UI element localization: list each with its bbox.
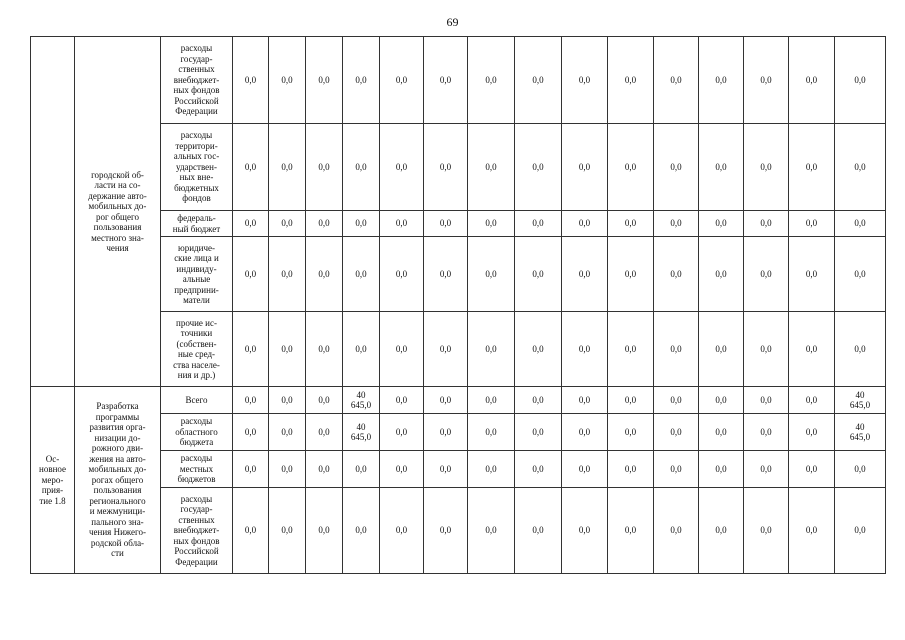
value-cell: 0,0 [835,37,886,124]
value-cell: 0,0 [744,312,789,387]
value-cell: 0,0 [789,387,835,414]
value-cell: 0,0 [608,387,654,414]
value-cell: 0,0 [269,488,306,574]
value-cell: 0,0 [343,312,380,387]
source-cell: расходы местных бюджетов [161,451,233,488]
value-cell: 0,0 [424,451,468,488]
value-cell: 0,0 [789,414,835,451]
value-cell: 0,0 [744,124,789,211]
value-cell: 0,0 [468,414,515,451]
value-cell: 0,0 [562,451,608,488]
value-cell: 0,0 [608,237,654,312]
table-row [31,387,886,414]
value-cell: 0,0 [699,312,744,387]
value-cell: 0,0 [424,237,468,312]
value-cell: 0,0 [789,211,835,237]
value-cell: 0,0 [654,124,699,211]
value-cell: 40 645,0 [835,414,886,451]
value-cell: 0,0 [562,414,608,451]
value-cell: 0,0 [468,237,515,312]
value-cell: 0,0 [699,124,744,211]
value-cell: 0,0 [306,237,343,312]
value-cell: 40 645,0 [343,414,380,451]
description-cell: Разработка программы развития орга- низации до- рожного дви- жения на авто- мобильных до- рогах общего пользования регионального и межмуници- пального зна- чения Нижего- родской обла- сти [75,387,161,574]
value-cell: 0,0 [424,124,468,211]
value-cell: 0,0 [835,124,886,211]
value-cell: 0,0 [608,414,654,451]
value-cell: 0,0 [789,37,835,124]
value-cell: 0,0 [269,451,306,488]
value-cell: 0,0 [306,312,343,387]
value-cell: 0,0 [744,387,789,414]
value-cell: 0,0 [515,488,562,574]
value-cell: 40 645,0 [343,387,380,414]
value-cell: 0,0 [269,37,306,124]
value-cell: 0,0 [233,488,269,574]
value-cell: 0,0 [608,124,654,211]
value-cell: 0,0 [835,488,886,574]
value-cell: 0,0 [233,237,269,312]
value-cell: 0,0 [744,37,789,124]
value-cell: 0,0 [233,387,269,414]
value-cell: 0,0 [835,211,886,237]
value-cell: 0,0 [380,37,424,124]
value-cell: 0,0 [699,488,744,574]
value-cell: 0,0 [789,312,835,387]
value-cell: 0,0 [424,312,468,387]
measure-cell: Ос- новное меро- прия- тие 1.8 [31,387,75,574]
value-cell: 0,0 [562,237,608,312]
value-cell: 0,0 [380,451,424,488]
value-cell: 0,0 [699,237,744,312]
value-cell: 0,0 [654,211,699,237]
value-cell: 0,0 [654,387,699,414]
value-cell: 0,0 [468,37,515,124]
value-cell: 0,0 [380,387,424,414]
value-cell: 40 645,0 [835,387,886,414]
value-cell: 0,0 [380,312,424,387]
value-cell: 0,0 [233,414,269,451]
description-cell: городской об- ласти на со- держание авто- мобильных до- рог общего пользования местного зна- чения [75,37,161,387]
value-cell: 0,0 [306,451,343,488]
value-cell: 0,0 [269,414,306,451]
value-cell: 0,0 [380,237,424,312]
value-cell: 0,0 [654,451,699,488]
value-cell: 0,0 [835,237,886,312]
value-cell: 0,0 [343,237,380,312]
value-cell: 0,0 [306,37,343,124]
value-cell: 0,0 [343,124,380,211]
value-cell: 0,0 [608,488,654,574]
value-cell: 0,0 [233,124,269,211]
value-cell: 0,0 [380,414,424,451]
value-cell: 0,0 [654,414,699,451]
value-cell: 0,0 [380,124,424,211]
value-cell: 0,0 [744,211,789,237]
value-cell: 0,0 [789,451,835,488]
value-cell: 0,0 [562,488,608,574]
source-cell: расходы государ- ственных внебюджет- ных фондов Российской Федерации [161,488,233,574]
value-cell: 0,0 [424,387,468,414]
value-cell: 0,0 [468,451,515,488]
value-cell: 0,0 [562,124,608,211]
value-cell: 0,0 [306,211,343,237]
value-cell: 0,0 [269,237,306,312]
value-cell: 0,0 [562,37,608,124]
value-cell: 0,0 [424,488,468,574]
value-cell: 0,0 [835,312,886,387]
value-cell: 0,0 [233,211,269,237]
value-cell: 0,0 [468,124,515,211]
value-cell: 0,0 [608,37,654,124]
value-cell: 0,0 [562,387,608,414]
value-cell: 0,0 [515,124,562,211]
value-cell: 0,0 [835,451,886,488]
value-cell: 0,0 [306,387,343,414]
measure-cell [31,37,75,387]
value-cell: 0,0 [699,211,744,237]
source-cell: прочие ис- точники (собствен- ные сред- ства населе- ния и др.) [161,312,233,387]
value-cell: 0,0 [468,211,515,237]
value-cell: 0,0 [343,211,380,237]
value-cell: 0,0 [424,414,468,451]
value-cell: 0,0 [608,211,654,237]
value-cell: 0,0 [424,37,468,124]
value-cell: 0,0 [515,451,562,488]
value-cell: 0,0 [380,211,424,237]
value-cell: 0,0 [515,237,562,312]
value-cell: 0,0 [269,124,306,211]
source-cell: расходы областного бюджета [161,414,233,451]
value-cell: 0,0 [654,37,699,124]
value-cell: 0,0 [233,312,269,387]
value-cell: 0,0 [789,124,835,211]
value-cell: 0,0 [515,312,562,387]
value-cell: 0,0 [269,211,306,237]
value-cell: 0,0 [789,237,835,312]
value-cell: 0,0 [343,37,380,124]
value-cell: 0,0 [269,312,306,387]
value-cell: 0,0 [233,451,269,488]
value-cell: 0,0 [789,488,835,574]
value-cell: 0,0 [744,451,789,488]
value-cell: 0,0 [343,488,380,574]
value-cell: 0,0 [306,124,343,211]
source-cell: расходы территори- альных гос- ударствен- ных вне- бюджетных фондов [161,124,233,211]
source-cell: юридиче- ские лица и индивиду- альные предприни- матели [161,237,233,312]
value-cell: 0,0 [654,312,699,387]
value-cell: 0,0 [699,37,744,124]
value-cell: 0,0 [562,312,608,387]
source-cell: расходы государ- ственных внебюджет- ных фондов Российской Федерации [161,37,233,124]
value-cell: 0,0 [233,37,269,124]
value-cell: 0,0 [468,387,515,414]
value-cell: 0,0 [654,488,699,574]
value-cell: 0,0 [515,37,562,124]
value-cell: 0,0 [699,414,744,451]
value-cell: 0,0 [468,312,515,387]
source-cell: федераль- ный бюджет [161,211,233,237]
value-cell: 0,0 [744,488,789,574]
value-cell: 0,0 [654,237,699,312]
source-cell: Всего [161,387,233,414]
value-cell: 0,0 [515,414,562,451]
value-cell: 0,0 [699,387,744,414]
value-cell: 0,0 [269,387,306,414]
value-cell: 0,0 [515,211,562,237]
value-cell: 0,0 [562,211,608,237]
value-cell: 0,0 [608,312,654,387]
value-cell: 0,0 [424,211,468,237]
table-row [31,37,886,124]
value-cell: 0,0 [744,237,789,312]
value-cell: 0,0 [306,414,343,451]
value-cell: 0,0 [744,414,789,451]
value-cell: 0,0 [515,387,562,414]
page-number: 69 [446,15,459,29]
value-cell: 0,0 [699,451,744,488]
value-cell: 0,0 [343,451,380,488]
value-cell: 0,0 [608,451,654,488]
budget-table [30,36,886,574]
value-cell: 0,0 [306,488,343,574]
value-cell: 0,0 [380,488,424,574]
value-cell: 0,0 [468,488,515,574]
